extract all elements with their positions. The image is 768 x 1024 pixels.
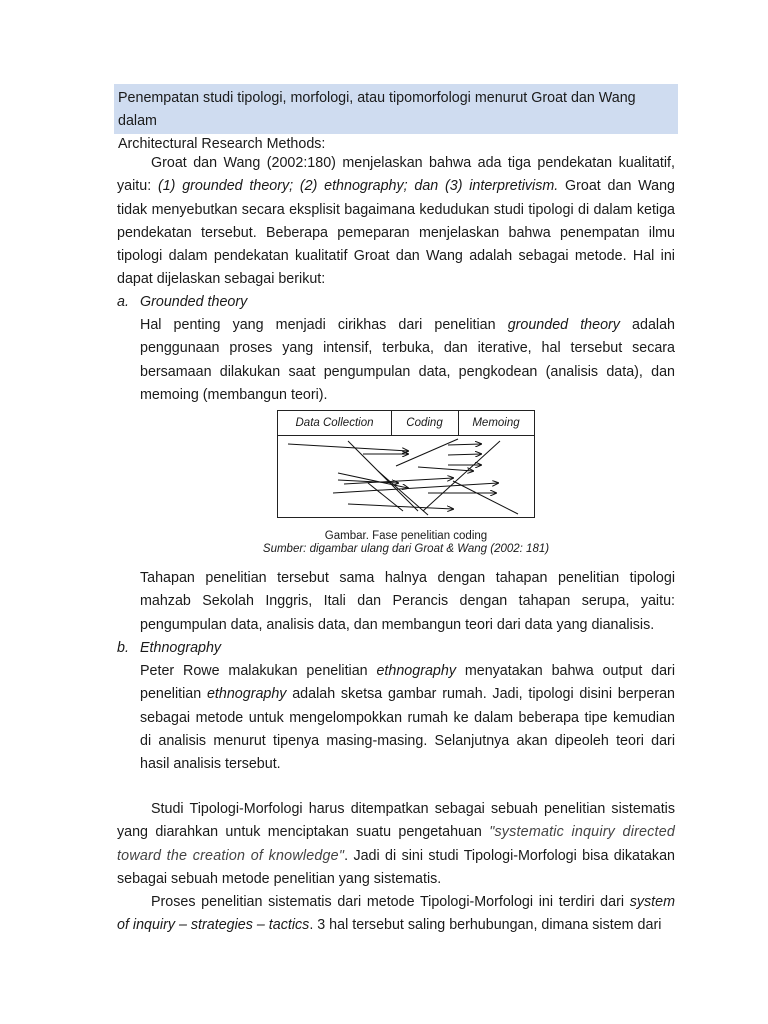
item-b-marker: b. xyxy=(117,640,129,656)
diagram-col-data-collection: Data Collection xyxy=(278,411,392,436)
studi-tipologi-paragraph: Studi Tipologi-Morfologi harus ditempatkan sebagai sebuah penelitian sistematis yang diarahkan untuk menciptakan suatu pengetahuan "systematic inquiry directed toward the creation of knowledge". Jadi di sini studi Tipologi-Morfologi bisa dikatakan sebagai sebuah metode penelitian yang sistematis. xyxy=(117,801,675,887)
after-figure-paragraph: Tahapan penelitian tersebut sama halnya dengan tahapan penelitian tipologi mahzab Sekolah Inggris, Itali dan Perancis dengan tahapan serupa, yaitu: pengumpulan data, analisis data, dan membangun teori dari data yang dianalisis. xyxy=(140,570,675,633)
diagram-col-memoing: Memoing xyxy=(458,411,534,436)
figure-caption: Gambar. Fase penelitian coding xyxy=(324,530,488,542)
item-b-title: Ethnography xyxy=(140,640,222,656)
proses-paragraph: Proses penelitian sistematis dari metode Tipologi-Morfologi ini terdiri dari system of inquiry – strategies – tactics. 3 hal tersebut saling berhubungan, dimana sistem dari xyxy=(117,894,675,934)
item-a-marker: a. xyxy=(117,294,129,310)
heading-line-2: Architectural Research Methods: xyxy=(118,136,326,152)
item-b-paragraph: Peter Rowe malakukan penelitian ethnography menyatakan bahwa output dari penelitian ethnography adalah sketsa gambar rumah. Jadi, tipologi disini berperan sebagai metode untuk mengelompokkan rumah ke dalam beberapa tipe kemudian di analisis menurut tipenya masing-masing. Selanjutnya akan dipeoleh teori dari hasil analisis tersebut. xyxy=(140,663,675,773)
section-heading xyxy=(114,84,678,152)
item-b-heading xyxy=(117,637,221,660)
heading-line-1: Penempatan studi tipologi, morfologi, atau tipomorfologi menurut Groat dan Wang dalam xyxy=(118,90,636,129)
figure-source: Sumber: digambar ulang dari Groat & Wang (2002: 181) xyxy=(262,543,550,555)
intro-paragraph: Groat dan Wang (2002:180) menjelaskan bahwa ada tiga pendekatan kualitatif, yaitu: (1) grounded theory; (2) ethnography; dan (3) interpretivism. Groat dan Wang tidak menyebutkan secara eksplisit bagaimana kedudukan studi tipologi di dalam ketiga pendekatan tersebut. Beberapa pemeparan menjelaskan bahwa penempatan ilmu tipologi dalam pendekatan kualitatif Groat dan Wang adalah sebagai metode. Hal ini dapat dijelaskan sebagai berikut: xyxy=(117,155,675,288)
item-a-title: Grounded theory xyxy=(140,294,248,310)
diagram-arrows xyxy=(278,411,536,519)
item-a-heading xyxy=(117,291,247,314)
item-a-paragraph: Hal penting yang menjadi cirikhas dari penelitian grounded theory adalah penggunaan proses yang intensif, terbuka, dan iterative, hal tersebut secara bersamaan dilakukan saat pengumpulan data, pengkodean (analisis data), dan memoing (membangun teori). xyxy=(140,317,675,403)
diagram-col-coding: Coding xyxy=(391,411,459,436)
coding-phase-diagram xyxy=(277,410,535,518)
